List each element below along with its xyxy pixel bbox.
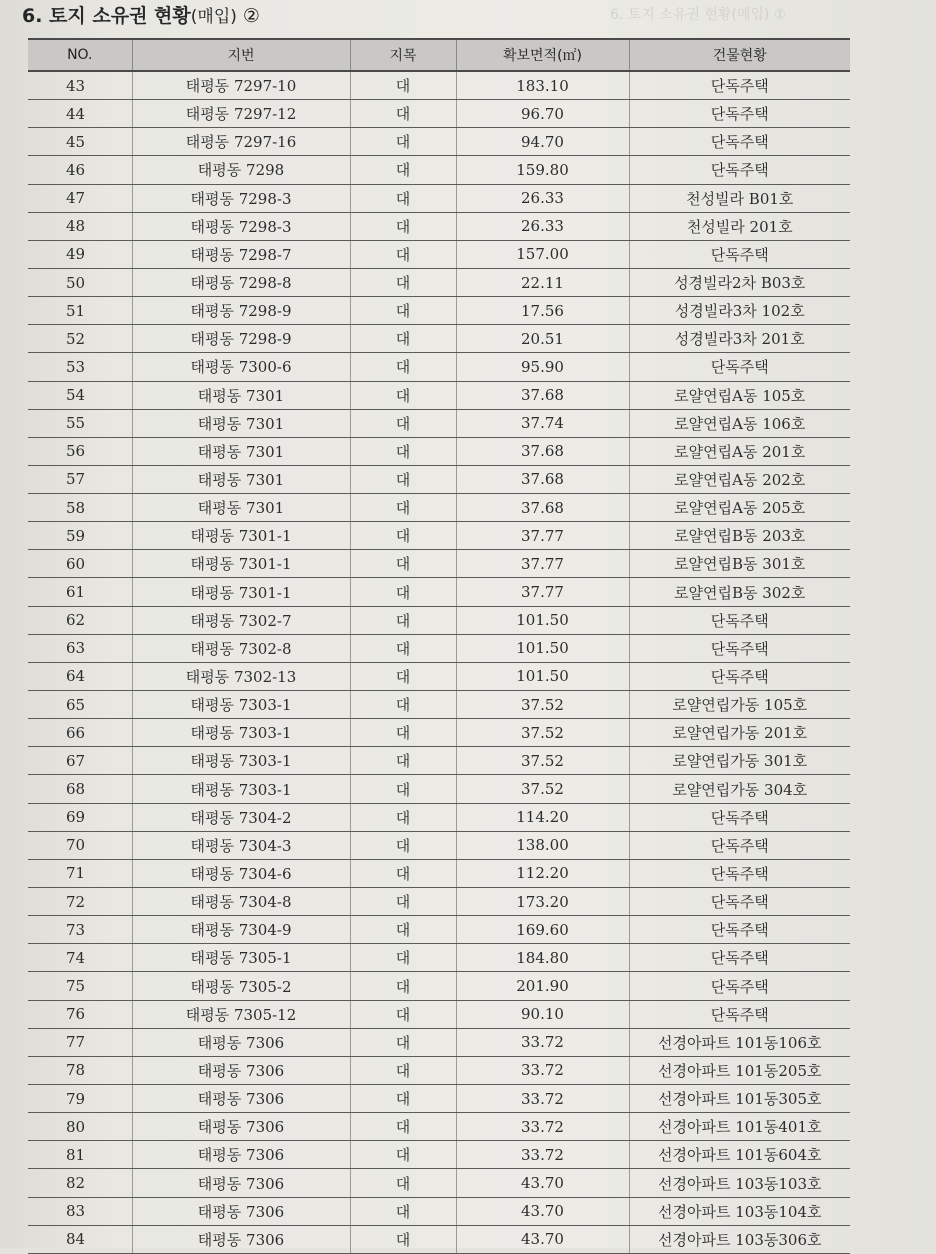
cell-category: 대 — [350, 1169, 456, 1197]
col-header-category: 지목 — [350, 39, 456, 71]
cell-area: 112.20 — [456, 859, 629, 887]
cell-area: 159.80 — [456, 156, 629, 184]
table-row — [28, 297, 850, 325]
cell-building: 단독주택 — [629, 831, 850, 859]
cell-category: 대 — [350, 297, 456, 325]
cell-no: 82 — [28, 1169, 132, 1197]
table-row — [28, 1056, 850, 1084]
cell-building: 단독주택 — [629, 859, 850, 887]
cell-category: 대 — [350, 691, 456, 719]
table-row — [28, 747, 850, 775]
cell-building: 선경아파트 101동106호 — [629, 1028, 850, 1056]
cell-area: 33.72 — [456, 1113, 629, 1141]
cell-lot: 태평동 7306 — [132, 1056, 350, 1084]
table-row — [28, 691, 850, 719]
cell-lot: 태평동 7305-1 — [132, 944, 350, 972]
cell-no: 66 — [28, 719, 132, 747]
cell-category: 대 — [350, 381, 456, 409]
cell-lot: 태평동 7305-12 — [132, 1000, 350, 1028]
page-title — [22, 0, 260, 32]
cell-category: 대 — [350, 184, 456, 212]
cell-building: 단독주택 — [629, 71, 850, 100]
cell-building: 단독주택 — [629, 240, 850, 268]
cell-category: 대 — [350, 128, 456, 156]
cell-building: 천성빌라 B01호 — [629, 184, 850, 212]
cell-building: 단독주택 — [629, 128, 850, 156]
table-row — [28, 71, 850, 100]
cell-no: 51 — [28, 297, 132, 325]
col-header-building: 건물현황 — [629, 39, 850, 71]
cell-lot: 태평동 7297-12 — [132, 100, 350, 128]
cell-lot: 태평동 7306 — [132, 1141, 350, 1169]
table-body — [28, 71, 850, 1253]
cell-category: 대 — [350, 240, 456, 268]
cell-category: 대 — [350, 156, 456, 184]
cell-no: 65 — [28, 691, 132, 719]
table-row — [28, 719, 850, 747]
cell-area: 90.10 — [456, 1000, 629, 1028]
cell-lot: 태평동 7305-2 — [132, 972, 350, 1000]
cell-area: 184.80 — [456, 944, 629, 972]
cell-area: 94.70 — [456, 128, 629, 156]
cell-no: 57 — [28, 465, 132, 493]
cell-area: 43.70 — [456, 1225, 629, 1253]
cell-building: 로얄연립A동 106호 — [629, 409, 850, 437]
cell-category: 대 — [350, 944, 456, 972]
cell-lot: 태평동 7297-10 — [132, 71, 350, 100]
cell-area: 37.77 — [456, 522, 629, 550]
cell-area: 22.11 — [456, 268, 629, 296]
cell-building: 단독주택 — [629, 803, 850, 831]
cell-area: 17.56 — [456, 297, 629, 325]
table-row — [28, 1028, 850, 1056]
cell-lot: 태평동 7306 — [132, 1169, 350, 1197]
cell-building: 로얄연립A동 205호 — [629, 494, 850, 522]
cell-lot: 태평동 7301 — [132, 381, 350, 409]
cell-no: 70 — [28, 831, 132, 859]
cell-no: 48 — [28, 212, 132, 240]
cell-building: 로얄연립가동 201호 — [629, 719, 850, 747]
cell-no: 80 — [28, 1113, 132, 1141]
cell-lot: 태평동 7298-8 — [132, 268, 350, 296]
table-row — [28, 859, 850, 887]
table-row — [28, 1169, 850, 1197]
title-main: 6. 토지 소유권 현황 — [22, 5, 191, 27]
cell-lot: 태평동 7304-6 — [132, 859, 350, 887]
cell-no: 58 — [28, 494, 132, 522]
cell-no: 56 — [28, 437, 132, 465]
cell-building: 선경아파트 101동205호 — [629, 1056, 850, 1084]
cell-building: 선경아파트 103동103호 — [629, 1169, 850, 1197]
cell-no: 69 — [28, 803, 132, 831]
cell-building: 단독주택 — [629, 888, 850, 916]
cell-lot: 태평동 7301-1 — [132, 578, 350, 606]
table-row — [28, 1197, 850, 1225]
table-row — [28, 775, 850, 803]
cell-building: 로얄연립가동 105호 — [629, 691, 850, 719]
table-row — [28, 916, 850, 944]
table-row — [28, 212, 850, 240]
cell-building: 단독주택 — [629, 634, 850, 662]
cell-area: 157.00 — [456, 240, 629, 268]
cell-building: 단독주택 — [629, 353, 850, 381]
cell-area: 33.72 — [456, 1028, 629, 1056]
table-row — [28, 437, 850, 465]
cell-category: 대 — [350, 1141, 456, 1169]
cell-area: 37.68 — [456, 381, 629, 409]
cell-lot: 태평동 7304-2 — [132, 803, 350, 831]
cell-category: 대 — [350, 325, 456, 353]
cell-lot: 태평동 7306 — [132, 1113, 350, 1141]
cell-building: 단독주택 — [629, 916, 850, 944]
cell-no: 49 — [28, 240, 132, 268]
cell-no: 55 — [28, 409, 132, 437]
cell-area: 37.52 — [456, 691, 629, 719]
cell-no: 73 — [28, 916, 132, 944]
cell-no: 54 — [28, 381, 132, 409]
cell-building: 성경빌라2차 B03호 — [629, 268, 850, 296]
table-row — [28, 550, 850, 578]
cell-area: 96.70 — [456, 100, 629, 128]
cell-area: 37.77 — [456, 550, 629, 578]
cell-area: 26.33 — [456, 212, 629, 240]
cell-lot: 태평동 7298 — [132, 156, 350, 184]
cell-lot: 태평동 7303-1 — [132, 691, 350, 719]
cell-building: 선경아파트 103동306호 — [629, 1225, 850, 1253]
cell-no: 46 — [28, 156, 132, 184]
cell-area: 201.90 — [456, 972, 629, 1000]
cell-area: 101.50 — [456, 662, 629, 690]
table-row — [28, 1085, 850, 1113]
cell-category: 대 — [350, 465, 456, 493]
cell-category: 대 — [350, 972, 456, 1000]
cell-category: 대 — [350, 662, 456, 690]
cell-area: 183.10 — [456, 71, 629, 100]
cell-category: 대 — [350, 550, 456, 578]
title-mark: ② — [242, 5, 260, 27]
cell-no: 78 — [28, 1056, 132, 1084]
cell-building: 로얄연립가동 301호 — [629, 747, 850, 775]
cell-area: 33.72 — [456, 1085, 629, 1113]
cell-category: 대 — [350, 1056, 456, 1084]
cell-no: 81 — [28, 1141, 132, 1169]
cell-area: 37.52 — [456, 719, 629, 747]
cell-lot: 태평동 7304-9 — [132, 916, 350, 944]
cell-lot: 태평동 7302-13 — [132, 662, 350, 690]
table-row — [28, 128, 850, 156]
cell-lot: 태평동 7306 — [132, 1085, 350, 1113]
cell-area: 37.68 — [456, 494, 629, 522]
cell-building: 로얄연립B동 302호 — [629, 578, 850, 606]
cell-lot: 태평동 7301 — [132, 494, 350, 522]
cell-building: 로얄연립A동 201호 — [629, 437, 850, 465]
cell-no: 74 — [28, 944, 132, 972]
table-row — [28, 1113, 850, 1141]
cell-building: 로얄연립B동 203호 — [629, 522, 850, 550]
cell-lot: 태평동 7303-1 — [132, 747, 350, 775]
cell-category: 대 — [350, 71, 456, 100]
cell-area: 37.68 — [456, 465, 629, 493]
cell-no: 63 — [28, 634, 132, 662]
cell-category: 대 — [350, 888, 456, 916]
cell-building: 로얄연립A동 105호 — [629, 381, 850, 409]
cell-category: 대 — [350, 606, 456, 634]
cell-category: 대 — [350, 831, 456, 859]
cell-lot: 태평동 7306 — [132, 1028, 350, 1056]
cell-area: 37.52 — [456, 747, 629, 775]
cell-lot: 태평동 7298-3 — [132, 212, 350, 240]
cell-no: 68 — [28, 775, 132, 803]
cell-category: 대 — [350, 1028, 456, 1056]
cell-building: 단독주택 — [629, 100, 850, 128]
cell-area: 37.74 — [456, 409, 629, 437]
table-row — [28, 803, 850, 831]
cell-category: 대 — [350, 719, 456, 747]
table-row — [28, 1141, 850, 1169]
table-row — [28, 100, 850, 128]
cell-no: 84 — [28, 1225, 132, 1253]
cell-area: 37.68 — [456, 437, 629, 465]
cell-area: 43.70 — [456, 1169, 629, 1197]
cell-building: 로얄연립가동 304호 — [629, 775, 850, 803]
table-row — [28, 662, 850, 690]
cell-category: 대 — [350, 212, 456, 240]
table-row — [28, 831, 850, 859]
cell-category: 대 — [350, 409, 456, 437]
cell-building: 단독주택 — [629, 1000, 850, 1028]
cell-category: 대 — [350, 775, 456, 803]
table-row — [28, 156, 850, 184]
cell-no: 59 — [28, 522, 132, 550]
cell-building: 천성빌라 201호 — [629, 212, 850, 240]
cell-lot: 태평동 7306 — [132, 1197, 350, 1225]
table-row — [28, 634, 850, 662]
cell-no: 45 — [28, 128, 132, 156]
cell-building: 단독주택 — [629, 156, 850, 184]
table-row — [28, 494, 850, 522]
cell-no: 43 — [28, 71, 132, 100]
cell-building: 선경아파트 103동104호 — [629, 1197, 850, 1225]
cell-category: 대 — [350, 803, 456, 831]
cell-lot: 태평동 7302-8 — [132, 634, 350, 662]
bleed-through-text: 6. 토지 소유권 현황(매입) ① — [610, 7, 787, 23]
cell-area: 95.90 — [456, 353, 629, 381]
cell-no: 79 — [28, 1085, 132, 1113]
col-header-area: 확보면적(㎡) — [456, 39, 629, 71]
cell-category: 대 — [350, 1085, 456, 1113]
cell-lot: 태평동 7306 — [132, 1225, 350, 1253]
title-sub: (매입) — [190, 7, 237, 27]
cell-no: 60 — [28, 550, 132, 578]
cell-no: 64 — [28, 662, 132, 690]
table-row — [28, 465, 850, 493]
cell-building: 단독주택 — [629, 972, 850, 1000]
cell-no: 67 — [28, 747, 132, 775]
cell-category: 대 — [350, 437, 456, 465]
cell-building: 로얄연립B동 301호 — [629, 550, 850, 578]
cell-area: 114.20 — [456, 803, 629, 831]
cell-lot: 태평동 7298-7 — [132, 240, 350, 268]
cell-lot: 태평동 7301 — [132, 437, 350, 465]
table-row — [28, 381, 850, 409]
cell-no: 52 — [28, 325, 132, 353]
table-row — [28, 888, 850, 916]
table-row — [28, 522, 850, 550]
cell-area: 173.20 — [456, 888, 629, 916]
col-header-no: NO. — [28, 39, 132, 71]
cell-category: 대 — [350, 1225, 456, 1253]
cell-lot: 태평동 7301 — [132, 465, 350, 493]
cell-lot: 태평동 7298-9 — [132, 325, 350, 353]
table-row — [28, 1000, 850, 1028]
cell-lot: 태평동 7298-3 — [132, 184, 350, 212]
cell-category: 대 — [350, 634, 456, 662]
table-header-row — [28, 39, 850, 71]
cell-no: 75 — [28, 972, 132, 1000]
cell-category: 대 — [350, 100, 456, 128]
cell-category: 대 — [350, 494, 456, 522]
cell-area: 26.33 — [456, 184, 629, 212]
cell-no: 53 — [28, 353, 132, 381]
cell-area: 101.50 — [456, 606, 629, 634]
table-row — [28, 578, 850, 606]
cell-building: 선경아파트 101동604호 — [629, 1141, 850, 1169]
cell-area: 37.52 — [456, 775, 629, 803]
cell-lot: 태평동 7303-1 — [132, 719, 350, 747]
cell-lot: 태평동 7297-16 — [132, 128, 350, 156]
cell-no: 71 — [28, 859, 132, 887]
cell-building: 선경아파트 101동401호 — [629, 1113, 850, 1141]
table-row — [28, 1225, 850, 1253]
cell-no: 61 — [28, 578, 132, 606]
table-row — [28, 972, 850, 1000]
cell-category: 대 — [350, 859, 456, 887]
cell-lot: 태평동 7301 — [132, 409, 350, 437]
cell-area: 101.50 — [456, 634, 629, 662]
cell-no: 62 — [28, 606, 132, 634]
cell-area: 37.77 — [456, 578, 629, 606]
cell-category: 대 — [350, 578, 456, 606]
cell-building: 단독주택 — [629, 944, 850, 972]
cell-no: 50 — [28, 268, 132, 296]
cell-no: 72 — [28, 888, 132, 916]
cell-area: 33.72 — [456, 1056, 629, 1084]
table-row — [28, 944, 850, 972]
cell-lot: 태평동 7298-9 — [132, 297, 350, 325]
table-row — [28, 606, 850, 634]
land-ownership-table — [28, 38, 850, 1254]
table-row — [28, 325, 850, 353]
cell-category: 대 — [350, 1000, 456, 1028]
cell-area: 169.60 — [456, 916, 629, 944]
col-header-lot: 지번 — [132, 39, 350, 71]
cell-building: 성경빌라3차 102호 — [629, 297, 850, 325]
cell-category: 대 — [350, 916, 456, 944]
cell-no: 47 — [28, 184, 132, 212]
table-row — [28, 409, 850, 437]
cell-building: 선경아파트 101동305호 — [629, 1085, 850, 1113]
cell-area: 20.51 — [456, 325, 629, 353]
cell-category: 대 — [350, 268, 456, 296]
cell-lot: 태평동 7304-8 — [132, 888, 350, 916]
table-row — [28, 268, 850, 296]
cell-lot: 태평동 7300-6 — [132, 353, 350, 381]
cell-category: 대 — [350, 353, 456, 381]
table-row — [28, 184, 850, 212]
cell-lot: 태평동 7301-1 — [132, 550, 350, 578]
cell-lot: 태평동 7304-3 — [132, 831, 350, 859]
cell-category: 대 — [350, 747, 456, 775]
cell-building: 단독주택 — [629, 606, 850, 634]
cell-no: 76 — [28, 1000, 132, 1028]
cell-lot: 태평동 7302-7 — [132, 606, 350, 634]
cell-building: 성경빌라3차 201호 — [629, 325, 850, 353]
table-row — [28, 353, 850, 381]
cell-lot: 태평동 7301-1 — [132, 522, 350, 550]
cell-building: 로얄연립A동 202호 — [629, 465, 850, 493]
cell-area: 33.72 — [456, 1141, 629, 1169]
cell-category: 대 — [350, 522, 456, 550]
cell-building: 단독주택 — [629, 662, 850, 690]
cell-no: 44 — [28, 100, 132, 128]
table-row — [28, 240, 850, 268]
cell-category: 대 — [350, 1113, 456, 1141]
cell-area: 138.00 — [456, 831, 629, 859]
cell-lot: 태평동 7303-1 — [132, 775, 350, 803]
cell-area: 43.70 — [456, 1197, 629, 1225]
cell-no: 77 — [28, 1028, 132, 1056]
cell-no: 83 — [28, 1197, 132, 1225]
cell-category: 대 — [350, 1197, 456, 1225]
